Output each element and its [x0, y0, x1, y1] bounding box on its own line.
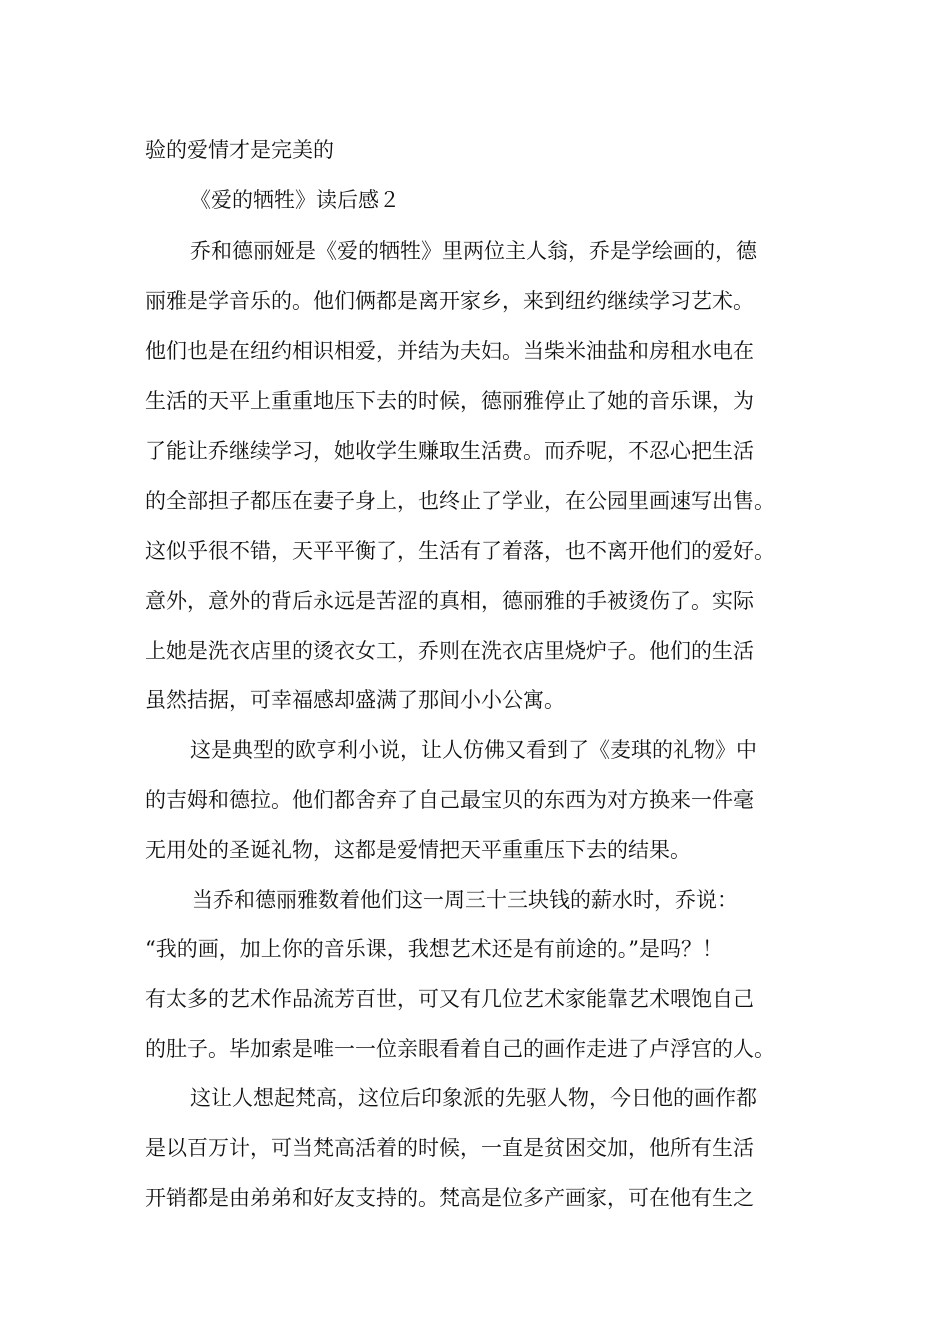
text-line: “我的画，加上你的音乐课，我想艺术还是有前途的。”是吗？！: [145, 937, 723, 961]
text-line: 无用处的圣诞礼物，这都是爱情把天平重重压下去的结果。: [145, 838, 691, 862]
text-line: 的肚子。毕加索是唯一一位亲眼看着自己的画作走进了卢浮宫的人。: [145, 1037, 775, 1061]
section-heading: 《爱的牺牲》读后感２: [190, 188, 400, 212]
text-line: 生活的天平上重重地压下去的时候，德丽雅停止了她的音乐课，为: [145, 389, 754, 413]
text-line: 他们也是在纽约相识相爱，并结为夫妇。当柴米油盐和房租水电在: [145, 339, 754, 363]
text-line: 是以百万计，可当梵高活着的时候，一直是贫困交加，他所有生活: [145, 1136, 754, 1160]
text-line: 乔和德丽娅是《爱的牺牲》里两位主人翁，乔是学绘画的，德: [190, 239, 757, 263]
text-line: 上她是洗衣店里的烫衣女工，乔则在洗衣店里烧炉子。他们的生活: [145, 639, 754, 663]
text-line: 当乔和德丽雅数着他们这一周三十三块钱的薪水时，乔说：: [192, 888, 738, 912]
text-line: 虽然拮据，可幸福感却盛满了那间小小公寓。: [145, 688, 565, 712]
text-line: 这让人想起梵高，这位后印象派的先驱人物，今日他的画作都: [190, 1086, 757, 1110]
text-line: 的吉姆和德拉。他们都舍弃了自己最宝贝的东西为对方换来一件毫: [145, 788, 754, 812]
text-line: 开销都是由弟弟和好友支持的。梵高是位多产画家，可在他有生之: [145, 1186, 754, 1210]
text-line: 验的爱情才是完美的: [145, 138, 334, 162]
text-line: 这似乎很不错，天平平衡了，生活有了着落，也不离开他们的爱好。: [145, 539, 775, 563]
text-line: 的全部担子都压在妻子身上，也终止了学业，在公园里画速写出售。: [145, 489, 775, 513]
text-line: 意外，意外的背后永远是苦涩的真相，德丽雅的手被烫伤了。实际: [145, 589, 754, 613]
text-line: 有太多的艺术作品流芳百世，可又有几位艺术家能靠艺术喂饱自己: [145, 987, 754, 1011]
text-line: 丽雅是学音乐的。他们俩都是离开家乡，来到纽约继续学习艺术。: [145, 289, 754, 313]
text-line: 这是典型的欧亨利小说，让人仿佛又看到了《麦琪的礼物》中: [190, 738, 757, 762]
text-line: 了能让乔继续学习，她收学生赚取生活费。而乔呢，不忍心把生活: [145, 439, 754, 463]
